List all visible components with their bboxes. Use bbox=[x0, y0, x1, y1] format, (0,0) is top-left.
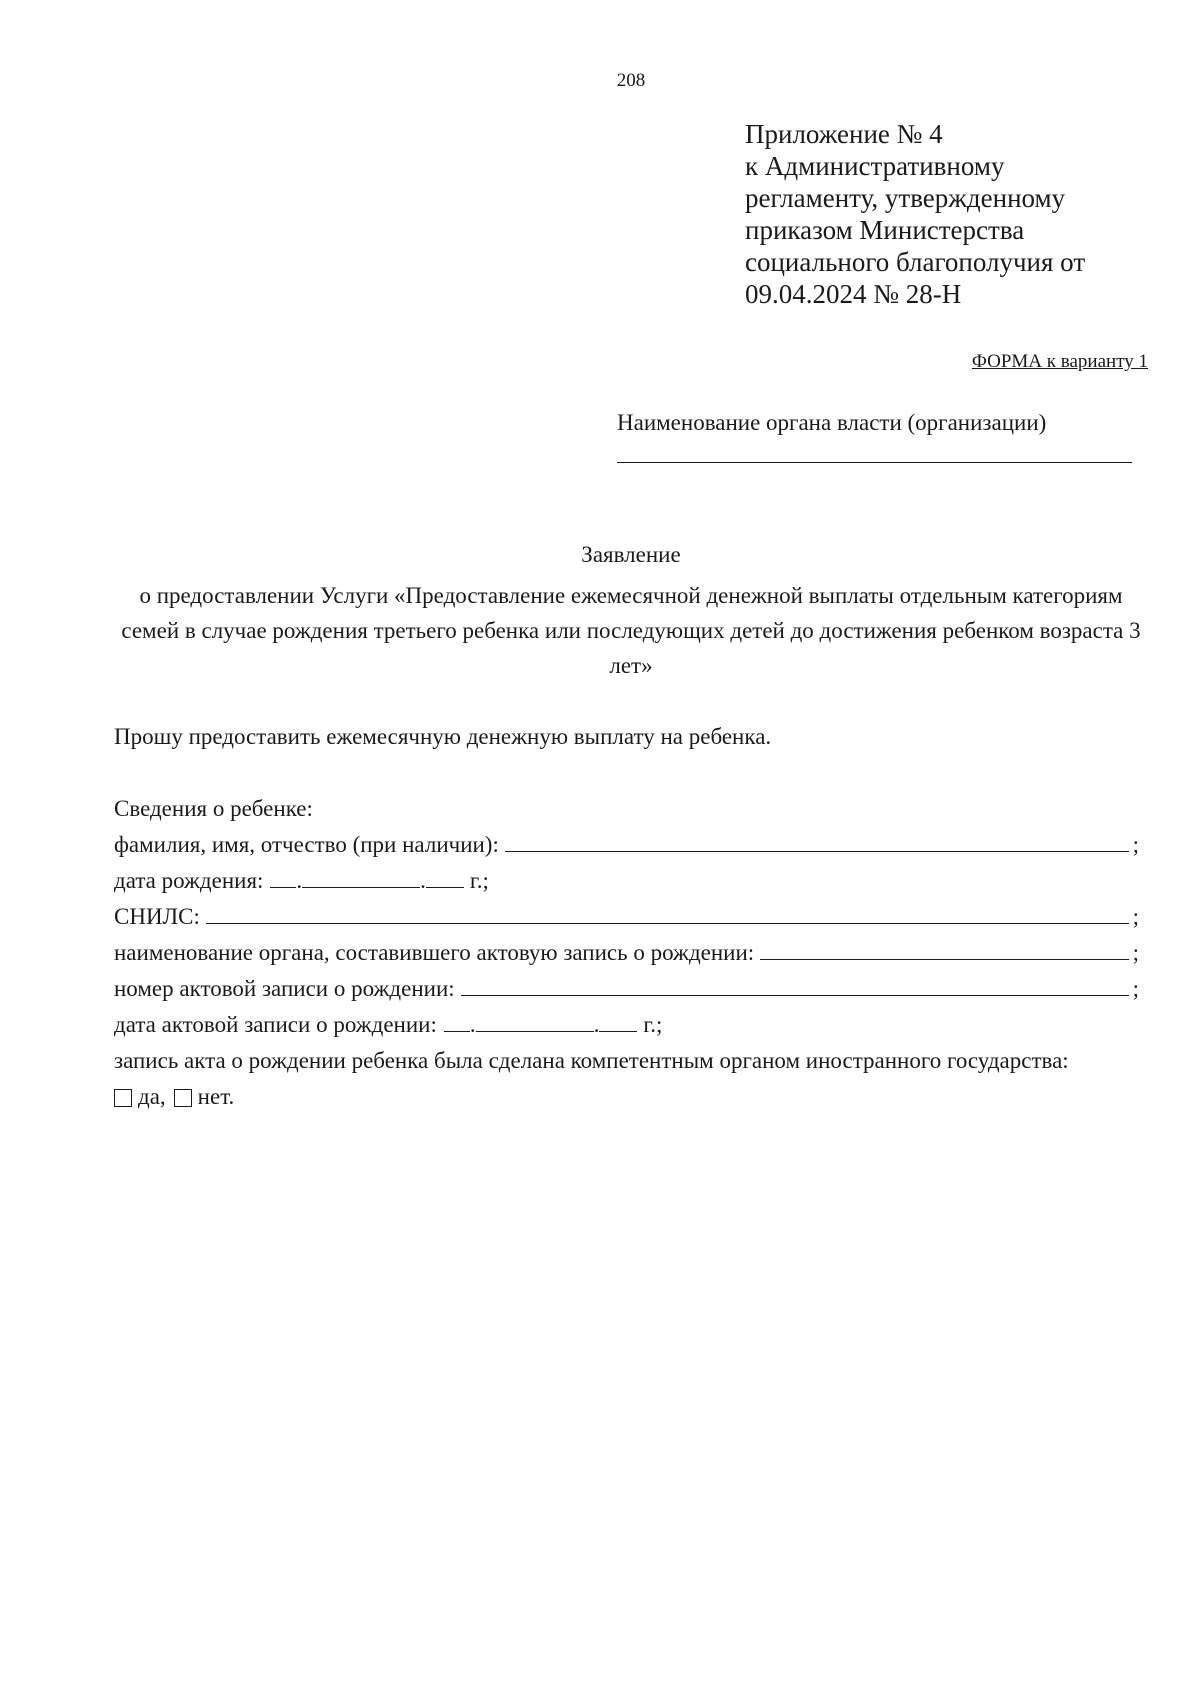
dob-month-field[interactable] bbox=[302, 869, 420, 888]
appendix-header bbox=[745, 118, 1165, 310]
no-option-label: нет. bbox=[197, 1084, 235, 1109]
form-variant-label: ФОРМА к варианту 1 bbox=[971, 351, 1148, 372]
page-number: 208 bbox=[616, 70, 646, 91]
date-dot: . bbox=[469, 1012, 476, 1037]
birth-record-organ-row bbox=[114, 940, 1139, 966]
date-dot: . bbox=[296, 868, 303, 893]
child-snils-row bbox=[114, 904, 1139, 930]
year-suffix: г.; bbox=[643, 1012, 663, 1037]
birth-record-number-label: номер актовой записи о рождении: bbox=[114, 976, 455, 1001]
appendix-line: регламенту, утвержденному bbox=[745, 183, 1066, 213]
date-dot: . bbox=[593, 1012, 600, 1037]
appendix-line: приказом Министерства bbox=[745, 215, 1025, 245]
authority-name-label: Наименование органа власти (организации) bbox=[617, 410, 1047, 435]
child-dob-label: дата рождения: bbox=[114, 868, 264, 893]
foreign-registration-options bbox=[114, 1084, 234, 1110]
authority-name-field[interactable] bbox=[617, 462, 1132, 463]
appendix-line: социального благополучия от bbox=[745, 247, 1086, 277]
yes-checkbox[interactable] bbox=[114, 1089, 132, 1107]
date-dot: . bbox=[420, 868, 426, 893]
foreign-registration-question: запись акта о рождении ребенка была сделана компетентным органом иностранного государства: bbox=[114, 1048, 1069, 1073]
child-info-heading: Сведения о ребенке: bbox=[114, 796, 313, 821]
no-checkbox[interactable] bbox=[174, 1089, 192, 1107]
appendix-line: 09.04.2024 № 28-Н bbox=[745, 279, 962, 309]
yes-option-label: да, bbox=[138, 1084, 166, 1109]
dob-year-field[interactable] bbox=[426, 869, 464, 888]
line-end: ; bbox=[1132, 832, 1139, 857]
act-month-field[interactable] bbox=[476, 1013, 594, 1032]
child-fio-label: фамилия, имя, отчество (при наличии): bbox=[114, 832, 499, 857]
child-snils-field[interactable] bbox=[206, 905, 1129, 924]
birth-record-date-label: дата актовой записи о рождении: bbox=[114, 1012, 437, 1037]
line-end: ; bbox=[1132, 976, 1139, 1001]
year-suffix: г.; bbox=[469, 868, 489, 893]
birth-record-number-field[interactable] bbox=[461, 977, 1129, 996]
birth-record-organ-label: наименование органа, составившего актовую запись о рождении: bbox=[114, 940, 755, 965]
child-fio-row bbox=[114, 832, 1139, 858]
statement-subtitle: о предоставлении Услуги «Предоставление ежемесячной денежной выплаты отдельным категориям семей в случае рождения третьего ребенка или последующих детей до достижения ребенком возраста 3 лет» bbox=[121, 583, 1141, 678]
line-end: ; bbox=[1132, 904, 1139, 929]
birth-record-organ-field[interactable] bbox=[760, 941, 1128, 960]
child-dob-row bbox=[114, 868, 489, 894]
birth-record-date-row bbox=[114, 1012, 662, 1038]
statement-title: Заявление bbox=[581, 542, 681, 567]
child-fio-field[interactable] bbox=[505, 833, 1129, 852]
child-snils-label: СНИЛС: bbox=[114, 904, 200, 929]
appendix-line: к Административному bbox=[745, 151, 1005, 181]
appendix-line: Приложение № 4 bbox=[745, 119, 943, 149]
birth-record-number-row bbox=[114, 976, 1139, 1002]
line-end: ; bbox=[1132, 940, 1139, 965]
dob-day-field[interactable] bbox=[270, 869, 296, 888]
act-day-field[interactable] bbox=[444, 1013, 470, 1032]
request-text: Прошу предоставить ежемесячную денежную выплату на ребенка. bbox=[114, 724, 772, 749]
act-year-field[interactable] bbox=[599, 1013, 637, 1032]
